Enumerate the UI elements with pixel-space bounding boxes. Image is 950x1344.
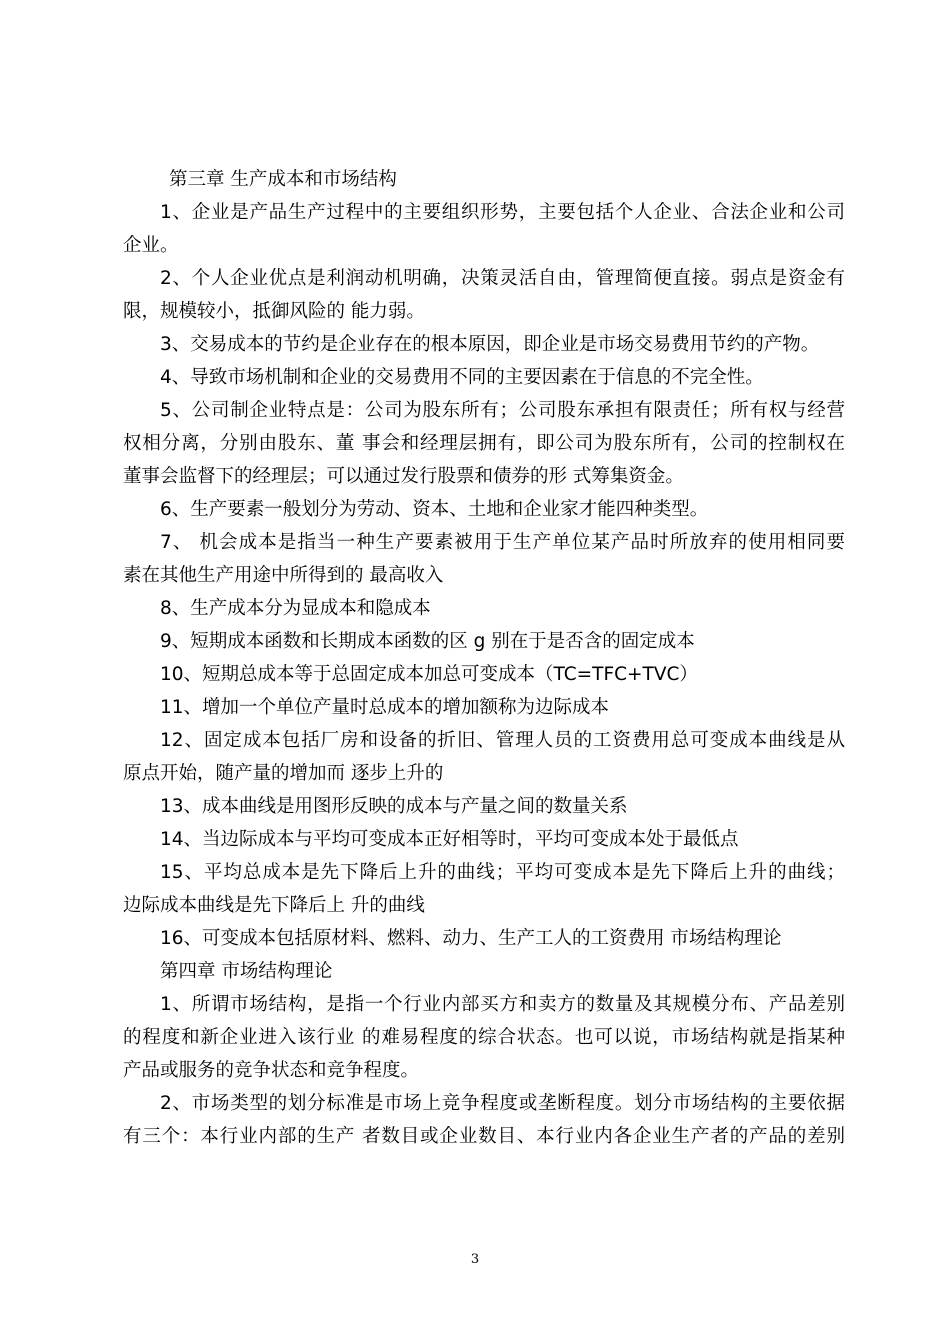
- text-line: 2、个人企业优点是利润动机明确，决策灵活自由，管理简便直接。弱点是资金有: [160, 268, 845, 289]
- text-line: 限，规模较小，抵御风险的 能力弱。: [123, 301, 425, 322]
- text-line: 原点开始，随产量的增加而 逐步上升的: [123, 763, 444, 784]
- document-body: [123, 163, 845, 1153]
- text-line: 16、可变成本包括原材料、燃料、动力、生产工人的工资费用 市场结构理论: [160, 928, 782, 949]
- text-line: 第四章 市场结构理论: [160, 961, 333, 982]
- text-line: 14、当边际成本与平均可变成本正好相等时，平均可变成本处于最低点: [160, 829, 739, 850]
- page-number: 3: [470, 1252, 480, 1267]
- text-line: 企业。: [123, 235, 179, 256]
- text-line: 11、增加一个单位产量时总成本的增加额称为边际成本: [160, 697, 610, 718]
- text-line: 6、生产要素一般划分为劳动、资本、土地和企业家才能四种类型。: [160, 499, 709, 520]
- chapter-heading: 第三章 生产成本和市场结构: [169, 169, 397, 190]
- text-line: 13、成本曲线是用图形反映的成本与产量之间的数量关系: [160, 796, 628, 817]
- text-line: 2、市场类型的划分标准是市场上竞争程度或垄断程度。划分市场结构的主要依据: [160, 1093, 845, 1114]
- text-line: 3、交易成本的节约是企业存在的根本原因，即企业是市场交易费用节约的产物。: [160, 334, 820, 355]
- text-line: 权相分离，分别由股东、董 事会和经理层拥有，即公司为股东所有，公司的控制权在: [123, 433, 845, 454]
- text-line: 董事会监督下的经理层；可以通过发行股票和债券的形 式筹集资金。: [123, 466, 684, 487]
- text-line: 8、生产成本分为显成本和隐成本: [160, 598, 431, 619]
- text-line: 有三个：本行业内部的生产 者数目或企业数目、本行业内各企业生产者的产品的差别: [123, 1126, 845, 1147]
- text-line: 素在其他生产用途中所得到的 最高收入: [123, 565, 444, 586]
- text-line: 7、 机会成本是指当一种生产要素被用于生产单位某产品时所放弃的使用相同要: [160, 532, 845, 553]
- text-line: 9、短期成本函数和长期成本函数的区 g 别在于是否含的固定成本: [160, 631, 695, 652]
- text-line: 的程度和新企业进入该行业 的难易程度的综合状态。也可以说，市场结构就是指某种: [123, 1027, 845, 1048]
- text-line: 10、短期总成本等于总固定成本加总可变成本（TC=TFC+TVC）: [160, 664, 698, 685]
- text-line: 15、平均总成本是先下降后上升的曲线；平均可变成本是先下降后上升的曲线；: [160, 862, 845, 883]
- text-line: 边际成本曲线是先下降后上 升的曲线: [123, 895, 425, 916]
- text-line: 12、固定成本包括厂房和设备的折旧、管理人员的工资费用总可变成本曲线是从: [160, 730, 845, 751]
- text-line: 4、导致市场机制和企业的交易费用不同的主要因素在于信息的不完全性。: [160, 367, 764, 388]
- text-line: 1、企业是产品生产过程中的主要组织形势，主要包括个人企业、合法企业和公司: [160, 202, 845, 223]
- text-line: 产品或服务的竞争状态和竞争程度。: [123, 1060, 420, 1081]
- text-line: 1、所谓市场结构，是指一个行业内部买方和卖方的数量及其规模分布、产品差别: [160, 994, 845, 1015]
- text-line: 5、公司制企业特点是：公司为股东所有；公司股东承担有限责任；所有权与经营: [160, 400, 845, 421]
